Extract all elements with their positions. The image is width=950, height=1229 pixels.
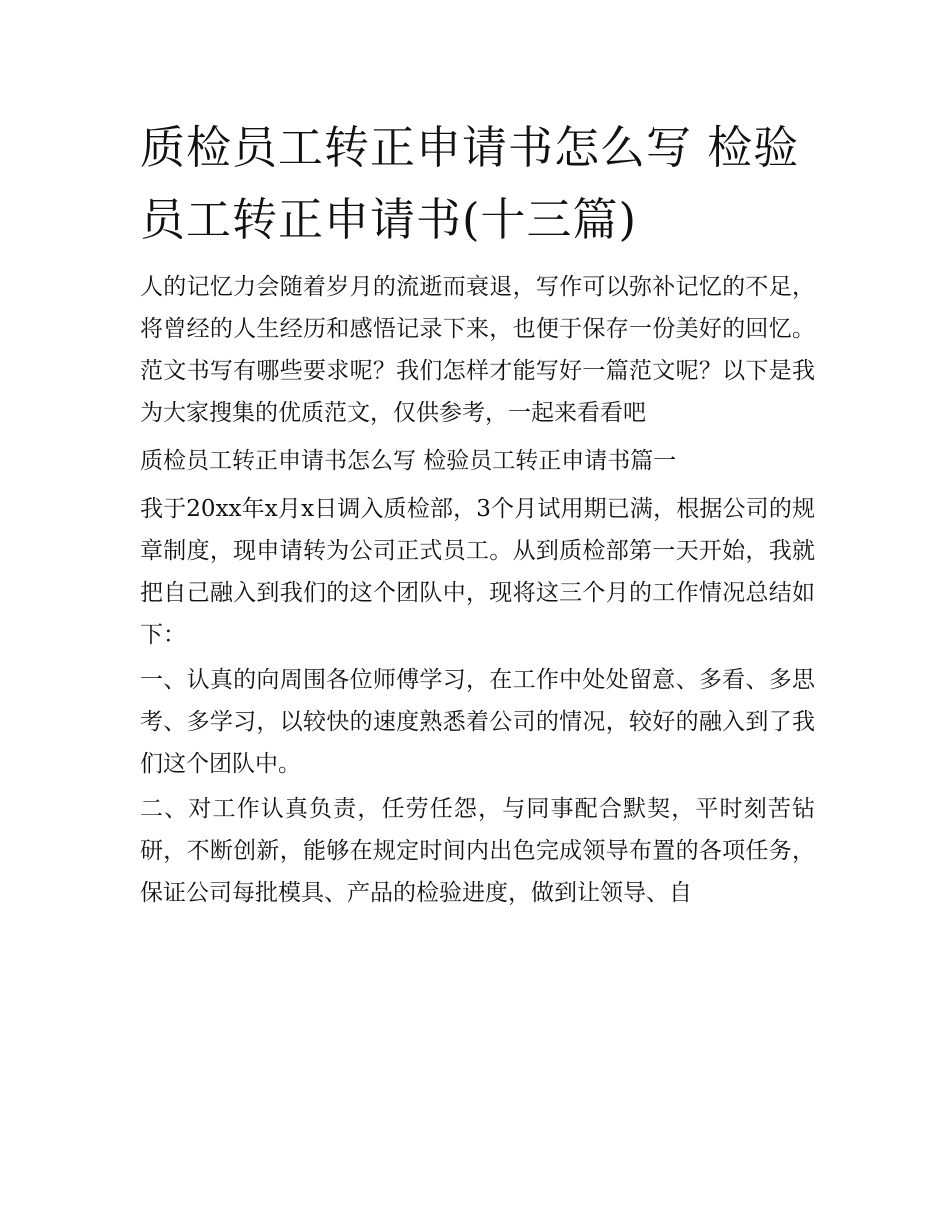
body-paragraph-1: 我于20xx年x月x日调入质检部，3个月试用期已满，根据公司的规章制度，现申请转为公司正式员工。从到质检部第一天开始，我就把自己融入到我们的这个团队中，现将这三个月的工作情况总结如下：: [140, 496, 815, 648]
section-heading: 质检员工转正申请书怎么写 检验员工转正申请书篇一: [140, 448, 677, 474]
body-paragraph-2: 一、认真的向周围各位师傅学习，在工作中处处留意、多看、多思考、多学习，以较快的速度熟悉着公司的情况，较好的融入到了我们这个团队中。: [140, 667, 815, 777]
document-title: 质检员工转正申请书怎么写 检验员工转正申请书(十三篇): [140, 121, 800, 246]
document-page: [140, 112, 815, 914]
body-paragraph-3: 二、对工作认真负责，任劳任怨，与同事配合默契，平时刻苦钻研，不断创新，能够在规定时间内出色完成领导布置的各项任务，保证公司每批模具、产品的检验进度，做到让领导、自: [140, 796, 815, 906]
intro-paragraph: 人的记忆力会随着岁月的流逝而衰退，写作可以弥补记忆的不足，将曾经的人生经历和感悟记录下来，也便于保存一份美好的回忆。范文书写有哪些要求呢？我们怎样才能写好一篇范文呢？以下是我为大家搜集的优质范文，仅供参考，一起来看看吧: [140, 274, 815, 426]
